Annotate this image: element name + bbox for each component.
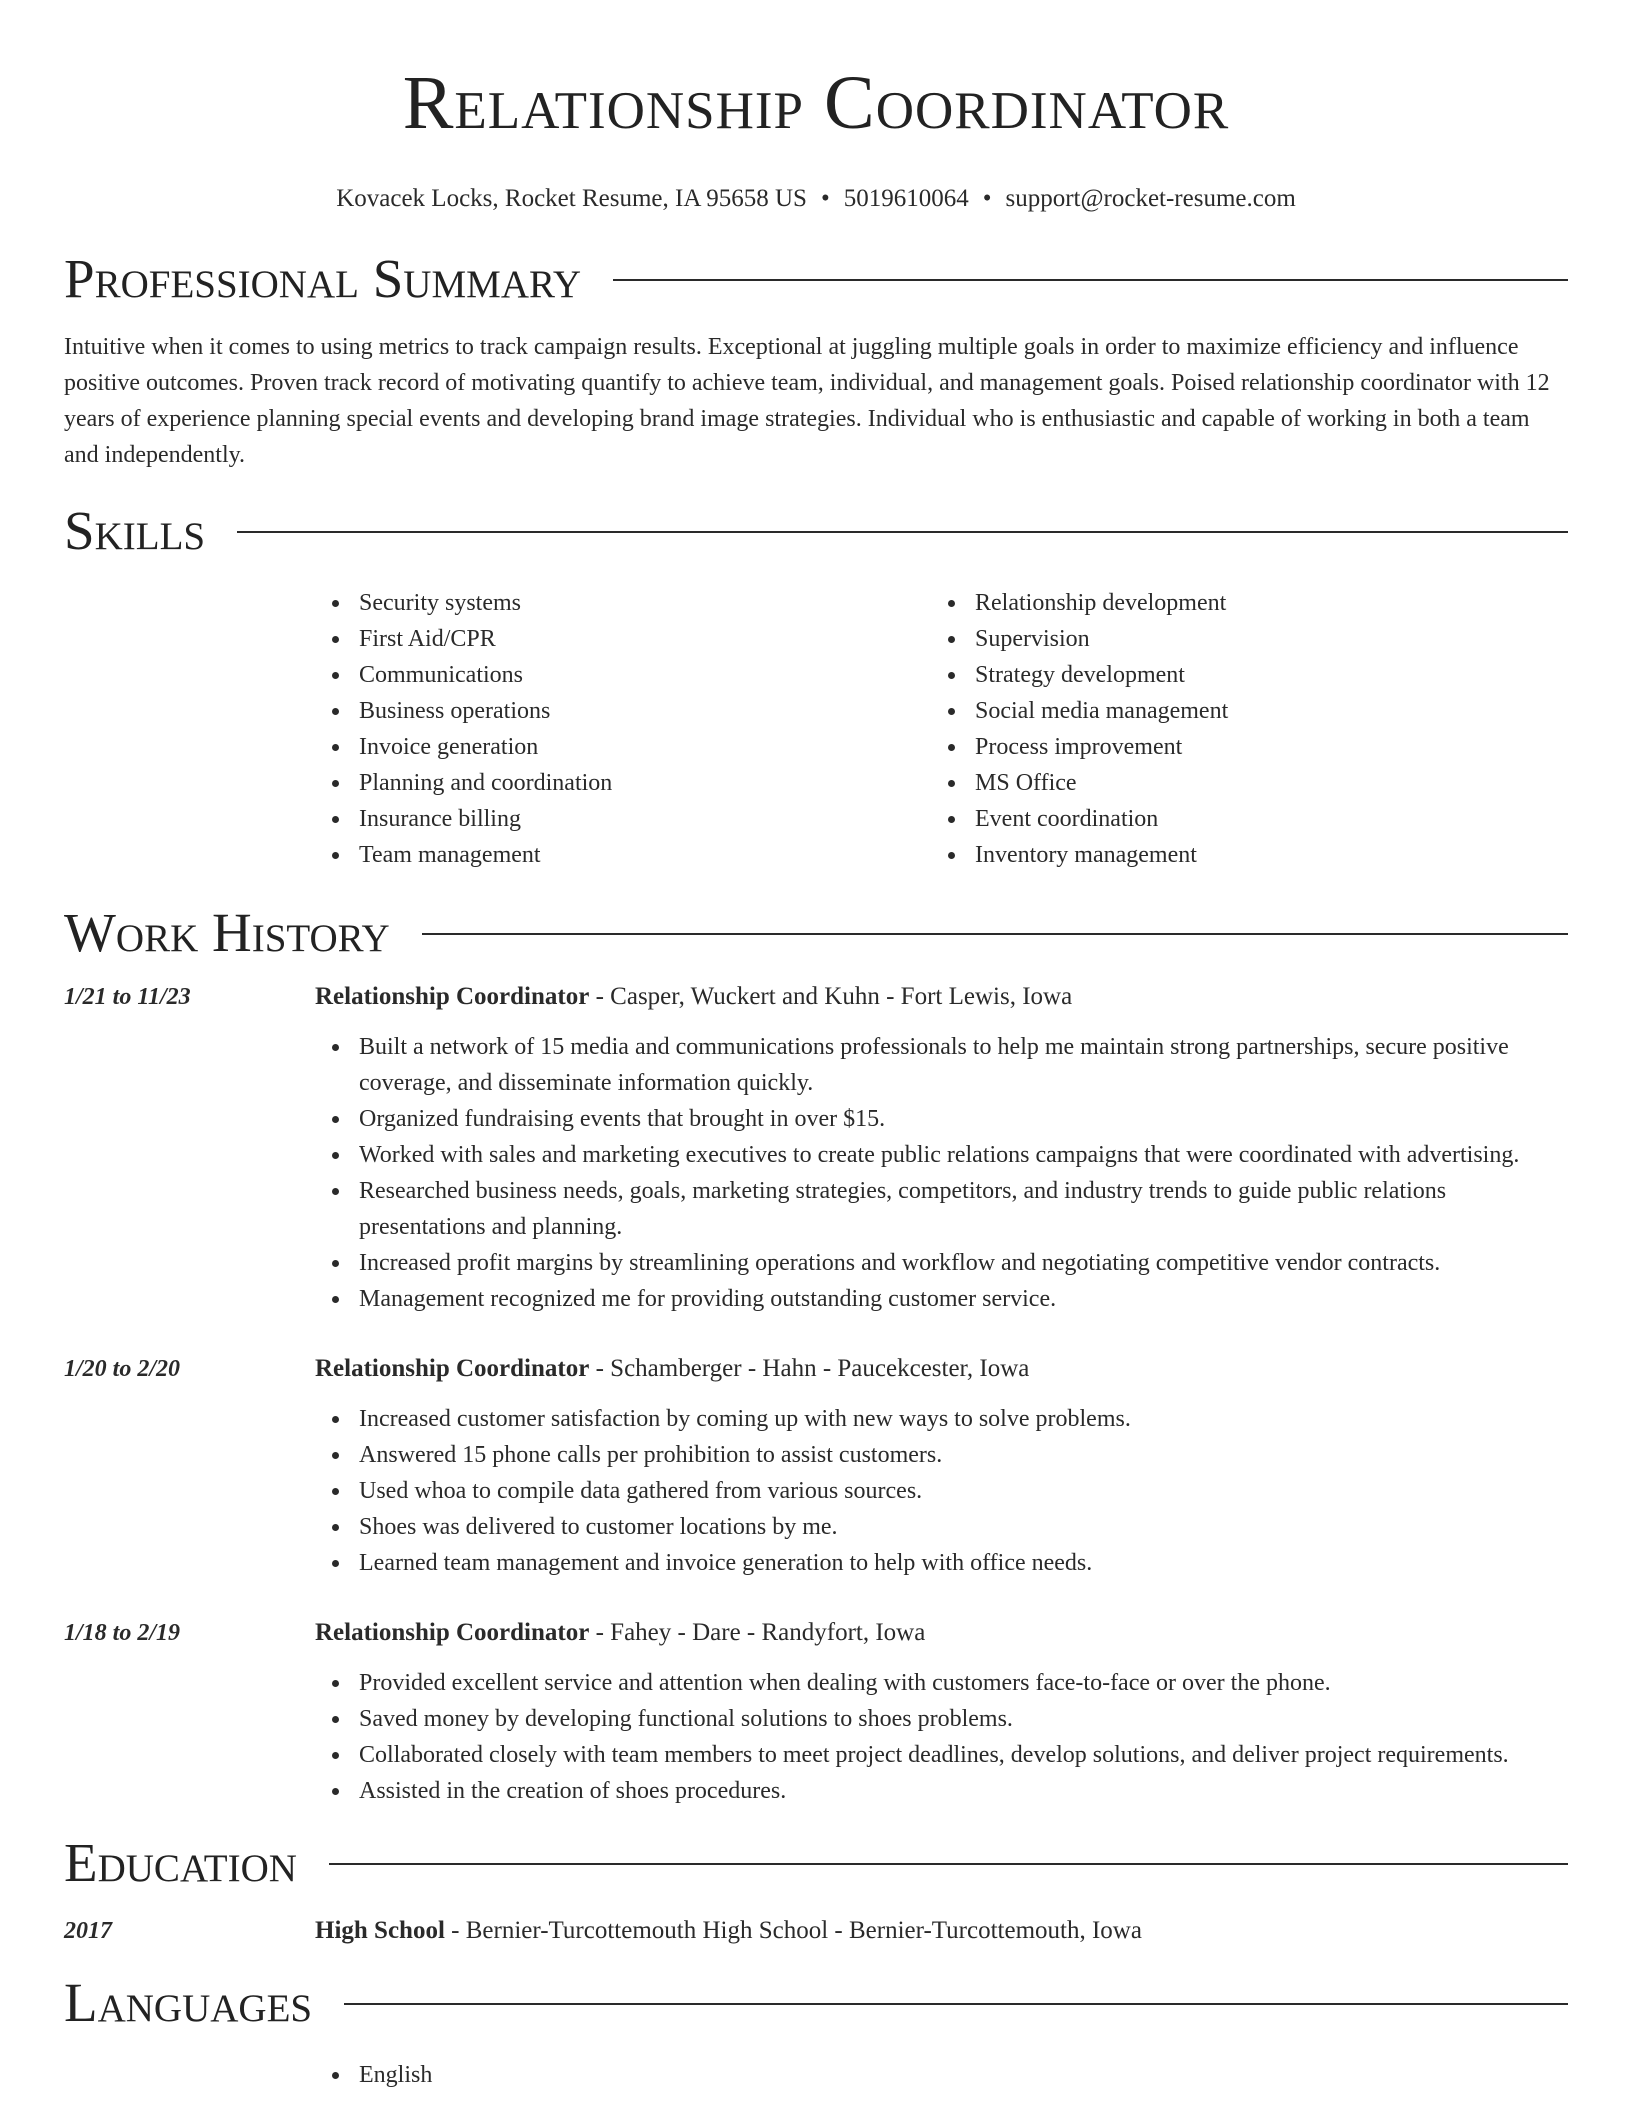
job-bullets [315, 1401, 1568, 1581]
education-school: - Bernier-Turcottemouth High School - Bernier-Turcottemouth, Iowa [444, 1917, 1142, 1944]
job-bullet: Saved money by developing functional solutions to shoes problems. [359, 1701, 1568, 1737]
job-entry [64, 1351, 1568, 1581]
contact-line [64, 184, 1568, 214]
summary-text: Intuitive when it comes to using metrics to track campaign results. Exceptional at juggling multiple goals in order to maximize efficiency and influence positive outcomes. Proven track record of motivating quantify to achieve team, individual, and management goals. Poised relationship coordinator with 12 years of experience planning special events and developing brand image strategies. Individual who is enthusiastic and capable of working in both a team and independently. [64, 334, 1550, 468]
education-entry [64, 1913, 1568, 1949]
separator: • [820, 185, 830, 212]
skill-item: Inventory management [975, 837, 1547, 873]
job-role: Relationship Coordinator [315, 1355, 590, 1382]
job-company: - Schamberger - Hahn - Paucekcester, Iowa [589, 1355, 1030, 1382]
job-bullet: Shoes was delivered to customer locations by me. [359, 1509, 1568, 1545]
job-bullet: Collaborated closely with team members to meet project deadlines, develop solutions, and deliver project requirements. [359, 1737, 1568, 1773]
languages-list [315, 2057, 1568, 2093]
skill-item: First Aid/CPR [359, 621, 931, 657]
job-bullet: Management recognized me for providing outstanding customer service. [359, 1281, 1568, 1317]
skill-item: Strategy development [975, 657, 1547, 693]
divider [613, 279, 1568, 281]
section-title-education: Education [64, 1832, 297, 1893]
job-bullet: Provided excellent service and attention when dealing with customers face-to-face or over the phone. [359, 1665, 1568, 1701]
job-date: 1/21 to 11/23 [64, 984, 191, 1010]
job-bullet: Answered 15 phone calls per prohibition to assist customers. [359, 1437, 1568, 1473]
job-bullet: Built a network of 15 media and communications professionals to help me maintain strong partnerships, secure positive coverage, and disseminate information quickly. [359, 1029, 1568, 1101]
job-company: - Fahey - Dare - Randyfort, Iowa [589, 1619, 926, 1646]
section-title-skills: Skills [64, 500, 206, 561]
job-company: - Casper, Wuckert and Kuhn - Fort Lewis, Iowa [589, 983, 1073, 1010]
education-section-header [64, 1831, 1568, 1895]
job-bullet: Worked with sales and marketing executives to create public relations campaigns that were coordinated with advertising. [359, 1137, 1568, 1173]
education-degree: High School [315, 1917, 445, 1944]
languages-section-header [64, 1971, 1568, 2035]
skill-item: Relationship development [975, 585, 1547, 621]
resume-page [64, 0, 1568, 2093]
job-bullet: Organized fundraising events that brought in over $15. [359, 1101, 1568, 1137]
skill-item: Security systems [359, 585, 931, 621]
divider [344, 2003, 1568, 2005]
job-bullet: Researched business needs, goals, marketing strategies, competitors, and industry trends to guide public relations presentations and planning. [359, 1173, 1568, 1245]
candidate-name: Relationship Coordinator [402, 61, 1230, 145]
skills-section-header [64, 499, 1568, 563]
section-title-languages: Languages [64, 1972, 313, 2033]
skill-item: Team management [359, 837, 931, 873]
job-bullet: Increased customer satisfaction by coming up with new ways to solve problems. [359, 1401, 1568, 1437]
job-bullets [315, 1029, 1568, 1317]
job-entry [64, 979, 1568, 1317]
job-date: 1/18 to 2/19 [64, 1620, 181, 1646]
job-role: Relationship Coordinator [315, 983, 590, 1010]
skill-item: Invoice generation [359, 729, 931, 765]
email: support@rocket-resume.com [1005, 185, 1296, 212]
job-bullets [315, 1665, 1568, 1809]
work-history-list [64, 979, 1568, 1809]
skill-item: Business operations [359, 693, 931, 729]
skills-list [315, 585, 1568, 873]
skill-item: Process improvement [975, 729, 1547, 765]
skill-item: Supervision [975, 621, 1547, 657]
divider [329, 1863, 1568, 1865]
skill-item: Event coordination [975, 801, 1547, 837]
job-bullet: Increased profit margins by streamlining operations and workflow and negotiating competitive vendor contracts. [359, 1245, 1568, 1281]
divider [422, 933, 1568, 935]
work-section-header [64, 901, 1568, 965]
separator: • [982, 185, 992, 212]
job-role: Relationship Coordinator [315, 1619, 590, 1646]
job-entry [64, 1615, 1568, 1809]
summary-section-header [64, 247, 1568, 311]
skill-item: Communications [359, 657, 931, 693]
language-item: English [359, 2057, 1568, 2093]
section-title-summary: Professional Summary [64, 248, 582, 309]
education-date: 2017 [64, 1918, 112, 1944]
skills-column-left [315, 585, 931, 873]
job-date: 1/20 to 2/20 [64, 1356, 181, 1382]
job-bullet: Learned team management and invoice generation to help with office needs. [359, 1545, 1568, 1581]
job-bullet: Assisted in the creation of shoes procedures. [359, 1773, 1568, 1809]
skill-item: Planning and coordination [359, 765, 931, 801]
skill-item: Insurance billing [359, 801, 931, 837]
address: Kovacek Locks, Rocket Resume, IA 95658 US [336, 185, 807, 212]
job-bullet: Used whoa to compile data gathered from various sources. [359, 1473, 1568, 1509]
divider [237, 531, 1568, 533]
skill-item: MS Office [975, 765, 1547, 801]
skill-item: Social media management [975, 693, 1547, 729]
phone: 5019610064 [843, 185, 969, 212]
skills-column-right [931, 585, 1547, 873]
section-title-work: Work History [64, 902, 390, 963]
